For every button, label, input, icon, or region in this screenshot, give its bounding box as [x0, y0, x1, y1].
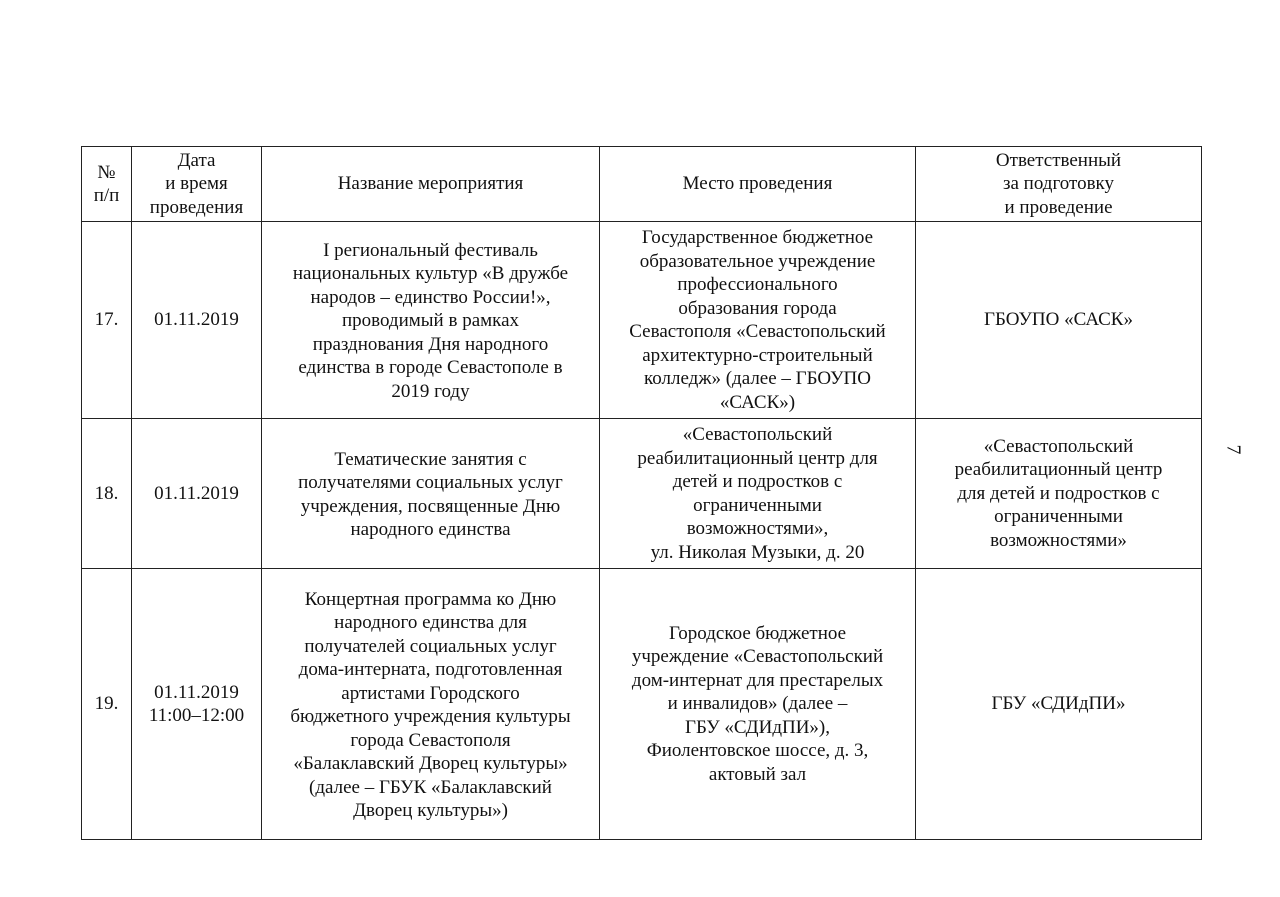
cell-date: 01.11.2019 11:00–12:00	[132, 569, 262, 840]
table-row	[82, 569, 1202, 840]
cell-name: Тематические занятия с получателями социальных услуг учреждения, посвященные Дню народного единства	[262, 419, 600, 569]
cell-responsible: «Севастопольский реабилитационный центр для детей и подростков с ограниченными возможностями»	[916, 419, 1202, 569]
cell-num: 17.	[82, 222, 132, 419]
cell-date: 01.11.2019	[132, 222, 262, 419]
cell-responsible: ГБУ «СДИдПИ»	[916, 569, 1202, 840]
cell-place: Городское бюджетное учреждение «Севастопольский дом-интернат для престарелых и инвалидов» (далее – ГБУ «СДИдПИ»), Фиолентовское шоссе, д. 3, актовый зал	[600, 569, 916, 840]
cell-place: Государственное бюджетное образовательное учреждение профессионального образования города Севастополя «Севастопольский архитектурно-строительный колледж» (далее – ГБОУПО «САСК»)	[600, 222, 916, 419]
table-header-row	[82, 147, 1202, 222]
header-name: Название мероприятия	[262, 147, 600, 222]
table-row	[82, 419, 1202, 569]
header-responsible: Ответственный за подготовку и проведение	[916, 147, 1202, 222]
cell-num: 19.	[82, 569, 132, 840]
cell-date: 01.11.2019	[132, 419, 262, 569]
header-num: № п/п	[82, 147, 132, 222]
header-date: Дата и время проведения	[132, 147, 262, 222]
cell-place: «Севастопольский реабилитационный центр для детей и подростков с ограниченными возможностями», ул. Николая Музыки, д. 20	[600, 419, 916, 569]
cell-responsible: ГБОУПО «САСК»	[916, 222, 1202, 419]
events-table	[81, 146, 1202, 840]
page-number: 7	[1222, 444, 1245, 455]
header-place: Место проведения	[600, 147, 916, 222]
cell-num: 18.	[82, 419, 132, 569]
table-row	[82, 222, 1202, 419]
cell-name: Концертная программа ко Дню народного единства для получателей социальных услуг дома-интерната, подготовленная артистами Городского бюджетного учреждения культуры города Севастополя «Балаклавский Дворец культуры» (далее – ГБУК «Балаклавский Дворец культуры»)	[262, 569, 600, 840]
cell-name: I региональный фестиваль национальных культур «В дружбе народов – единство России!», проводимый в рамках празднования Дня народного единства в городе Севастополе в 2019 году	[262, 222, 600, 419]
